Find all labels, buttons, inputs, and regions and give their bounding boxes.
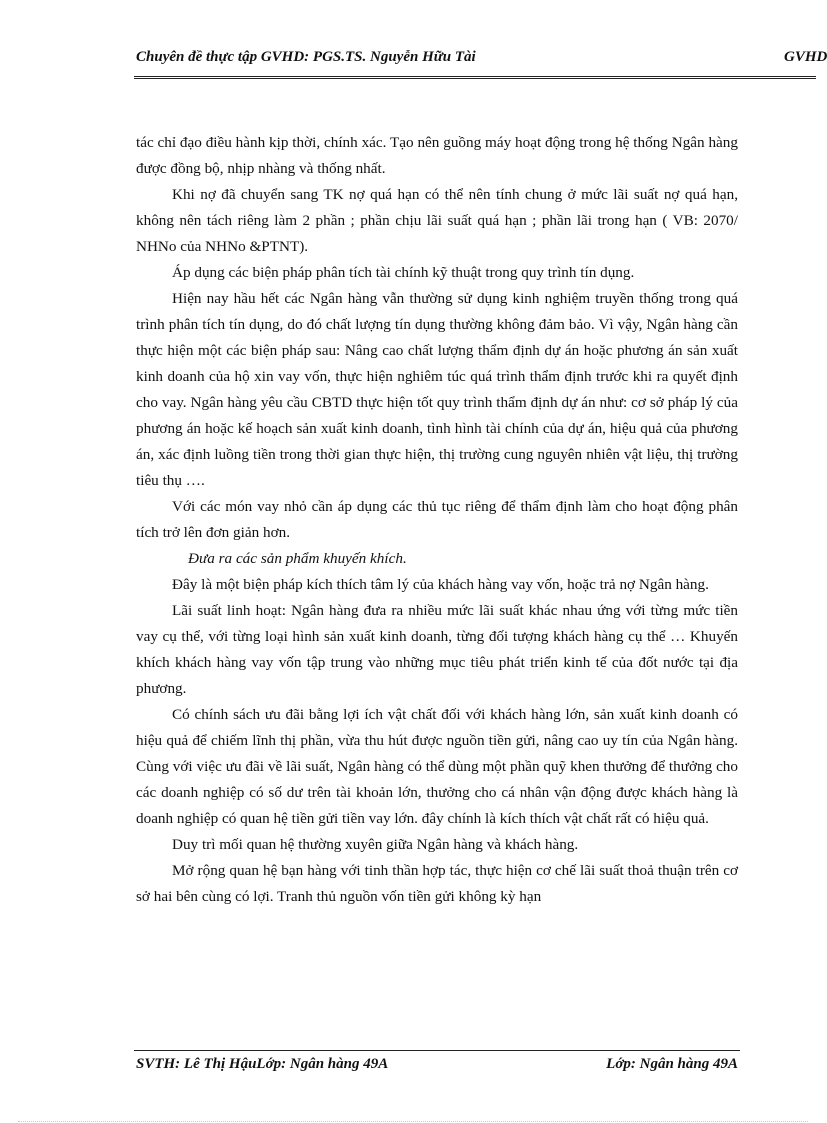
paragraph-appraisal: Hiện nay hầu hết các Ngân hàng vẫn thường sử dụng kinh nghiệm truyền thống trong quá trình phân tích tín dụng, do đó chất lượng tín dụng thường không đảm bảo. Vì vậy, Ngân hàng cần thực hiện một các biện pháp sau: Nâng cao chất lượng thẩm định dự án hoặc phương án sản xuất kinh doanh của hộ xin vay vốn, thực hiện nghiêm túc quá trình thẩm định trước khi ra quyết định cho vay. Ngân hàng yêu cầu CBTD thực hiện tốt quy trình thẩm định dự án như: cơ sở pháp lý của phương án hoặc kế hoạch sản xuất kinh doanh, tình hình tài chính của dự án, hiệu quả của phương án, xác định luồng tiền trong thời gian thực hiện, thị trường cung nguyên nhiên vật liệu, thị trường tiêu thụ …. bbox=[136, 290, 738, 489]
paragraph-preferential-policy: Có chính sách ưu đãi bằng lợi ích vật chất đối với khách hàng lớn, sản xuất kinh doanh có hiệu quả để chiếm lĩnh thị phần, vừa thu hút được nguồn tiền gửi, nâng cao uy tín của Ngân hàng. Cùng với việc ưu đãi về lãi suất, Ngân hàng có thể dùng một phần quỹ khen thưởng để thưởng cho các doanh nghiệp có số dư trên tài khoản lớn, thưởng cho cá nhân vận động được khách hàng là doanh nghiệp có quan hệ tiền gửi tiền vay lớn. đây chính là kích thích vật chất rất có hiệu quả. bbox=[136, 706, 738, 827]
header-rule bbox=[134, 76, 816, 79]
paragraph-continuation: tác chỉ đạo điều hành kịp thời, chính xác. Tạo nên guồng máy hoạt động trong hệ thống Ngân hàng được đồng bộ, nhịp nhàng và thống nhất. bbox=[136, 134, 738, 177]
footer-left-text: SVTH: Lê Thị HậuLớp: Ngân hàng 49A bbox=[136, 1056, 389, 1072]
footer-rule bbox=[134, 1050, 740, 1051]
paragraph-incentive-purpose: Đây là một biện pháp kích thích tâm lý của khách hàng vay vốn, hoặc trả nợ Ngân hàng. bbox=[172, 576, 709, 593]
page-header bbox=[136, 49, 826, 71]
subheading-incentive-products: Đưa ra các sản phẩm khuyến khích. bbox=[188, 550, 407, 567]
paragraph-small-loans: Với các món vay nhỏ cần áp dụng các thủ tục riêng để thẩm định làm cho hoạt động phân tích trở lên đơn giản hơn. bbox=[136, 498, 738, 541]
page-footer bbox=[136, 1056, 738, 1073]
header-right-text: GVHD bbox=[784, 49, 827, 65]
document-body bbox=[136, 130, 738, 910]
footer-right-text: Lớp: Ngân hàng 49A bbox=[606, 1056, 738, 1072]
paragraph-cooperation: Mở rộng quan hệ bạn hàng với tinh thần hợp tác, thực hiện cơ chế lãi suất thoả thuận trên cơ sở hai bên cùng có lợi. Tranh thủ nguồn vốn tiền gửi không kỳ hạn bbox=[136, 862, 738, 905]
header-left-text: Chuyên đề thực tập GVHD: PGS.TS. Nguyễn Hữu Tài bbox=[136, 49, 476, 65]
paragraph-relationship: Duy trì mối quan hệ thường xuyên giữa Ngân hàng và khách hàng. bbox=[172, 836, 579, 853]
paragraph-financial-analysis: Áp dụng các biện pháp phân tích tài chính kỹ thuật trong quy trình tín dụng. bbox=[172, 264, 635, 281]
paragraph-overdue-interest: Khi nợ đã chuyển sang TK nợ quá hạn có thể nên tính chung ở mức lãi suất nợ quá hạn, không nên tách riêng làm 2 phần ; phần chịu lãi suất quá hạn ; phần lãi trong hạn ( VB: 2070/ NHNo của NHNo &PTNT). bbox=[136, 186, 738, 255]
paragraph-flexible-rates: Lãi suất linh hoạt: Ngân hàng đưa ra nhiều mức lãi suất khác nhau ứng với từng mức tiền vay cụ thể, với từng loại hình sản xuất kinh doanh, từng đối tượng khách hàng cụ thể … Khuyến khích khách hàng vay vốn tập trung vào những mục tiêu phát triển kinh tế của đốt nước tại địa phương. bbox=[136, 602, 738, 697]
page-bottom-border bbox=[18, 1121, 808, 1122]
